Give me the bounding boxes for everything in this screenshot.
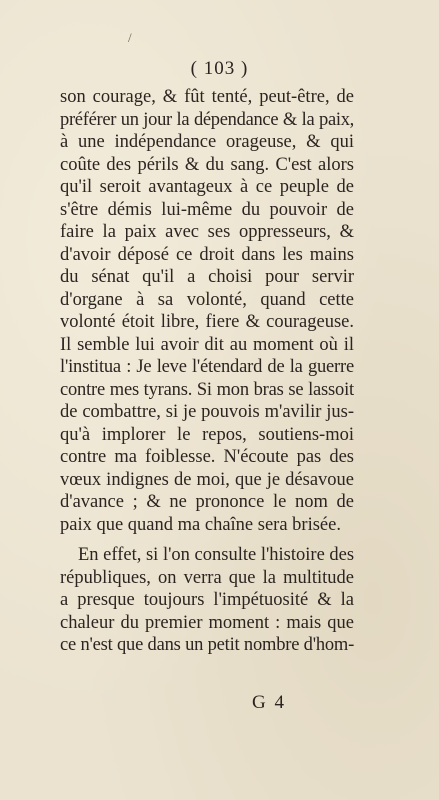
text-line: volonté étoit libre, fiere & courageuse. — [60, 312, 354, 332]
text-line: contre mes tyrans. Si mon bras se lassoit — [60, 379, 354, 400]
paragraph-2 — [60, 544, 354, 657]
body-text — [60, 86, 354, 657]
text-line: préférer un jour la dépendance & la paix, — [60, 109, 354, 130]
text-line: à une indépendance orageuse, & qui — [60, 132, 354, 152]
text-line: contre ma foiblesse. N'écoute pas des — [60, 447, 354, 467]
text-line: Il semble lui avoir dit au moment où il — [60, 334, 354, 355]
text-line: qu'à implorer le repos, soutiens-moi — [60, 424, 354, 445]
text-line: paix que quand ma chaîne sera brisée. — [60, 514, 341, 535]
text-line: son courage, & fût tenté, peut-être, de — [60, 87, 354, 107]
text-line: vœux indignes de moi, que je désavoue — [60, 469, 354, 490]
text-line: d'organe à sa volonté, quand cette — [60, 289, 354, 310]
text-line: qu'il seroit avantageux à ce peuple de — [60, 177, 354, 197]
ink-mark: / — [128, 30, 132, 45]
paragraph-1 — [60, 86, 354, 536]
text-line: d'avance ; & ne prononce le nom de — [60, 492, 354, 512]
text-line: l'institua : Je leve l'étendard de la guerre — [60, 357, 354, 377]
page-number: ( 103 ) — [190, 58, 249, 79]
signature-mark: G 4 — [252, 692, 286, 713]
text-line: chaleur du premier moment : mais que — [60, 612, 354, 633]
text-line: républiques, on verra que la multitude — [60, 567, 354, 588]
text-line: s'être démis lui-même du pouvoir de — [60, 199, 354, 220]
text-line: En effet, si l'on consulte l'histoire des — [78, 545, 355, 565]
text-line: faire la paix avec ses oppresseurs, & — [60, 222, 354, 242]
text-line: a presque toujours l'impétuosité & la — [60, 590, 354, 610]
text-line: coûte des périls & du sang. C'est alors — [60, 154, 354, 175]
text-line: d'avoir déposé ce droit dans les mains — [60, 244, 354, 265]
text-line: du sénat qu'il a choisi pour servir — [60, 267, 354, 287]
text-line: ce n'est que dans un petit nombre d'hom- — [60, 635, 355, 655]
text-line: de combattre, si je pouvois m'avilir jus- — [60, 402, 354, 422]
